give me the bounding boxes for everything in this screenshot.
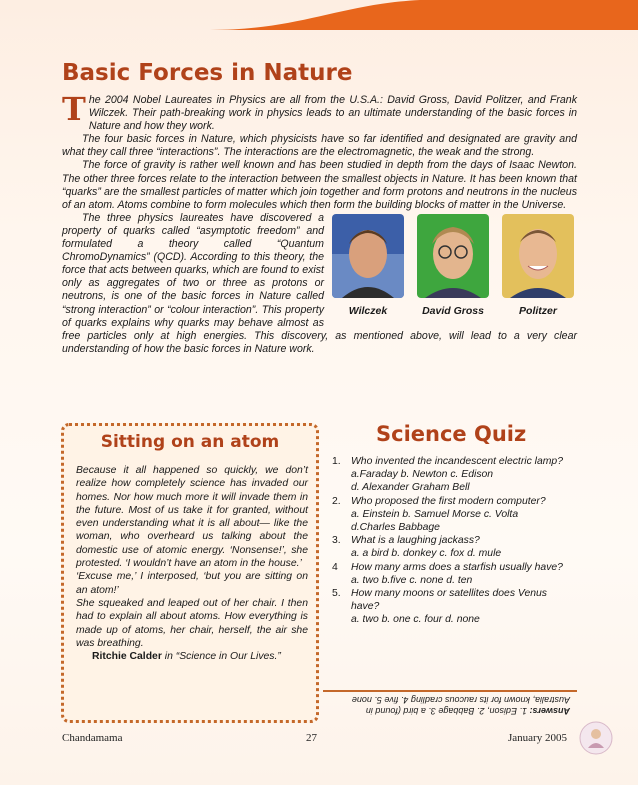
quiz-answer: a. two b.five c. none d. ten [351, 574, 473, 586]
quiz-question: 1. Who invented the incandescent electric lamp? [332, 456, 563, 467]
sidebar-credit [76, 650, 308, 663]
page-number: 27 [306, 732, 317, 744]
quiz-answer: a. two b. one c. four d. none [351, 614, 480, 626]
sidebar-paragraph: Because it all happened so quickly, we don’t realize how completely science has invaded our homes. Nor how much more it will invade them in the future. Most of us take it for granted, without even understanding what it is all about— like the woman, who overheard us talking about the domestic use of atomic energy. ‘Nonsense!’, she protested. ‘I wouldn’t have an atom in the house.’ [76, 465, 308, 570]
magazine-logo-icon [578, 720, 614, 756]
politzer-photo [502, 214, 574, 298]
article-paragraph: The three physics laureates have discovered a property of quarks called “asymptotic freedom” and formulated a theory called “Quantum ChromoDynamics” (QCD). According to this theory, the force that acts between quarks, which are found to exist only as aggregates of two or three as protons or neutrons, is one of the basic forces in Nature called “strong interaction” or “colour interaction”. This property of quarks explains why quarks may behave almost as free particles only at high energies. This discovery, as mentioned above, will lead to a very clear understanding of how the basic forces in Nature work. [62, 211, 577, 355]
quiz-question: 2. Who proposed the first modern computer? [332, 495, 546, 507]
quiz-answer: a. a bird b. donkey c. fox d. mule [351, 548, 502, 560]
photo-label: Politzer [519, 304, 557, 317]
credit-author: Ritchie Calder [92, 651, 162, 663]
drop-cap: T [62, 90, 86, 128]
laureate-photos [332, 214, 577, 326]
page-title: Basic Forces in Nature [62, 60, 353, 86]
footer-magazine: Chandamama [62, 732, 123, 744]
divider [323, 690, 577, 692]
article-paragraph: The force of gravity is rather well known and has been studied in depth from the days of Isaac Newton. The other three forces relate to the interaction between the smallest objects in Nature. It has been known that “quarks” are the smallest particles of matter which join together and form protons and neutrons in the nucleus of an atom. Atoms combine to form molecules which then form the building blocks of matter in the Universe. [62, 159, 577, 211]
photo-label: Wilczek [348, 304, 388, 317]
quiz-answer: d.Charles Babbage [351, 522, 440, 534]
article-paragraph: The four basic forces in Nature, which physicists have so far identified and designated are gravity and what they call three “interactions”. The interactions are the electromagnetic, the weak and the strong. [62, 133, 577, 159]
article-body [62, 90, 577, 356]
quiz-answer: a. Einstein b. Samuel Morse c. Volta [351, 508, 519, 520]
article-paragraph: The 2004 Nobel Laureates in Physics are all from the U.S.A.: David Gross, David Politzer, and Frank Wilczek. Their path-breaking work in physics leads to an ultimate understanding of the basic forces in Nature and how they work. [62, 90, 577, 133]
wilczek-photo [332, 214, 404, 298]
photo-label: David Gross [422, 304, 484, 317]
david-gross-photo [417, 214, 489, 298]
sidebar-paragraph: ‘Excuse me,’ I interposed, ‘but you are sitting on an atom!’ [76, 571, 308, 596]
quiz-answers-inverted: Answers: 1. Edison, 2. Babbage 3. a bird (found in Australia, known for its raucous cradling 4. five 5. none [351, 695, 570, 716]
quiz-title: Science Quiz [376, 422, 527, 446]
sidebar-box [61, 423, 319, 723]
quiz-question: 3. What is a laughing jackass? [332, 535, 480, 547]
quiz-list [332, 455, 577, 627]
quiz-answer: d. Alexander Graham Bell [351, 482, 470, 494]
sidebar-text [76, 464, 308, 663]
credit-book: in “Science in Our Lives.” [164, 651, 281, 663]
quiz-answer: a.Faraday b. Newton c. Edison [351, 469, 494, 481]
sidebar-title: Sitting on an atom [100, 432, 280, 452]
top-banner [0, 0, 638, 30]
quiz-question: 4 How many arms does a starfish usually have? [332, 561, 563, 573]
footer-date: January 2005 [508, 732, 567, 744]
sidebar-paragraph: She squeaked and leaped out of her chair. I then had to explain all about atoms. How everything is made up of atoms, her chair, herself, the air she was breathing. [76, 597, 308, 649]
quiz-question: 5. How many moons or satellites does Venus have? [332, 588, 547, 613]
